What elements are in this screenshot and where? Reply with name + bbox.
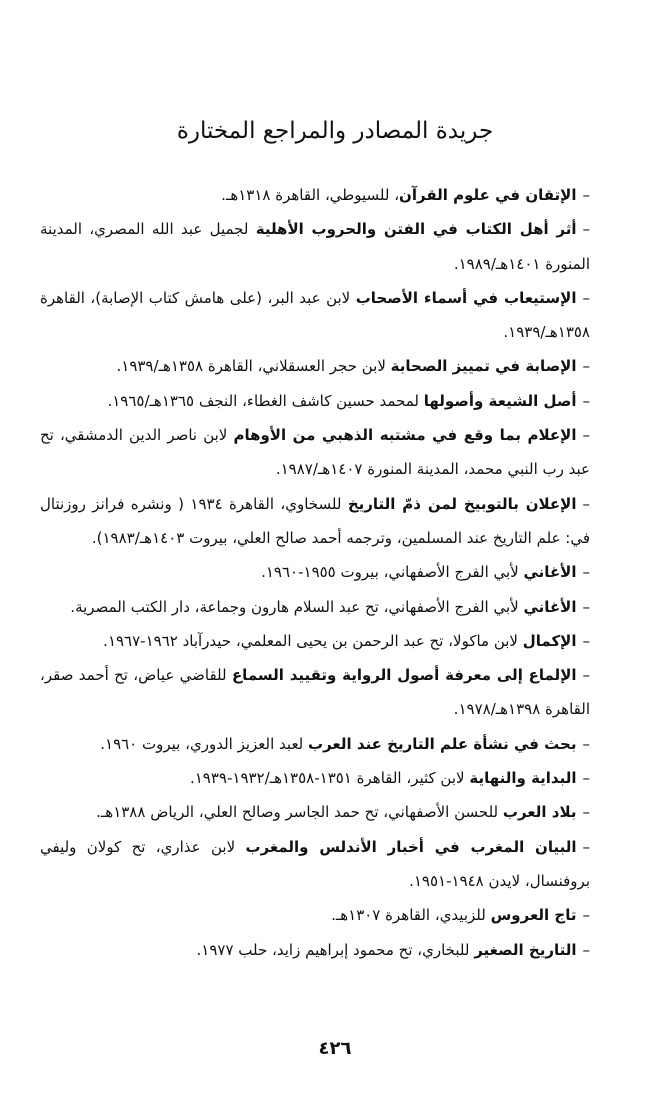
entry-title: الإعلام بما وقع في مشتبه الذهبي من الأوهام [233,426,577,445]
entry-dash: – [582,906,590,925]
bibliography-entry [40,590,590,624]
entry-title: بحث في نشأة علم التاريخ عند العرب [308,734,577,753]
entry-details: للزبيدي، القاهرة ١٣٠٧هـ. [331,906,491,925]
entry-title: الإصابة في تمييز الصحابة [390,357,577,376]
entry-title: أصل الشيعة وأصولها [423,391,577,410]
entry-dash: – [582,220,590,239]
entry-dash: – [582,563,590,582]
entry-details: لأبي الفرج الأصفهاني، بيروت ١٩٥٥-١٩٦٠. [261,563,524,582]
entry-dash: – [582,631,590,650]
bibliography-entry [40,658,590,727]
bibliography-entry [40,555,590,589]
entry-dash: – [582,734,590,753]
entry-title: التاريخ الصغير [474,940,577,959]
entry-title: البيان المغرب في أخبار الأندلس والمغرب [245,837,577,856]
entry-dash: – [582,357,590,376]
entry-dash: – [582,803,590,822]
entry-details: لابن عذاري، تح كولان وليفي بروفنسال، لايدن ١٩٤٨-١٩٥١. [40,837,590,890]
entry-title: بلاد العرب [502,803,577,822]
entry-dash: – [582,186,590,204]
entry-details: لعبد العزيز الدوري، بيروت ١٩٦٠. [100,734,309,753]
entry-dash: – [582,391,590,410]
entry-details: للحسن الأصفهاني، تح حمد الجاسر وصالح العلي، الرياض ١٣٨٨هـ. [96,803,503,822]
entry-title: البداية والنهاية [469,769,577,788]
entry-details: لأبي الفرج الأصفهاني، تح عبد السلام هارون وجماعة، دار الكتب المصرية. [70,597,524,616]
bibliography-entry [40,349,590,383]
bibliography-entry [40,212,590,281]
bibliography-entry [40,898,590,932]
entry-details: للسخاوي، القاهرة ١٩٣٤ ( ونشره فرانز روزنتال في: علم التاريخ عند المسلمين، وترجمه أحمد صالح العلي، بيروت ١٤٠٣هـ/١٩٨٣). [40,494,590,547]
entry-details: لجميل عبد الله المصري، المدينة المنورة ١٤٠١هـ/١٩٨٩. [40,220,590,273]
page-number: ٤٢٦ [318,1038,352,1059]
bibliography-entry [40,795,590,829]
entry-details: للقاضي عياض، تح أحمد صقر، القاهرة ١٣٩٨هـ/١٩٧٨. [40,666,590,719]
bibliography-entry [40,487,590,556]
entry-dash: – [582,288,590,307]
entry-dash: – [582,940,590,959]
entry-details: لابن ماكولا، تح عبد الرحمن بن يحيى المعلمي، حيدرآباد ١٩٦٢-١٩٦٧. [103,631,523,650]
bibliography-entry [40,933,590,967]
entry-details: لابن كثير، القاهرة ١٣٥١-١٣٥٨هـ/١٩٣٢-١٩٣٩. [189,769,470,788]
bibliography-entry [40,761,590,795]
entry-title: تاج العروس [490,906,577,925]
entry-title: الإتقان في علوم القرآن [399,186,577,204]
bibliography-entry [40,624,590,658]
entry-details: لمحمد حسين كاشف الغطاء، النجف ١٣٦٥هـ/١٩٦٥. [107,391,424,410]
page-title: جريدة المصادر والمراجع المختارة [176,118,494,144]
entry-dash: – [582,597,590,616]
entry-details: ، للسيوطي، القاهرة ١٣١٨هـ. [221,186,400,204]
entry-title: الإستيعاب في أسماء الأصحاب [355,288,577,307]
bibliography-entry [40,418,590,487]
entry-title: أثر أهل الكتاب في الفتن والحروب الأهلية [255,220,577,239]
entry-title: الأغاني [523,597,577,616]
entry-dash: – [582,494,590,513]
entry-dash: – [582,837,590,856]
entry-dash: – [582,666,591,685]
entry-title: الأغاني [523,563,577,582]
entry-details: للبخاري، تح محمود إبراهيم زايد، حلب ١٩٧٧. [196,940,475,959]
entry-details: لابن ناصر الدين الدمشقي، تح عبد رب النبي محمد، المدينة المنورة ١٤٠٧هـ/١٩٨٧. [40,426,590,479]
bibliography-entry [40,384,590,418]
entry-details: لابن عبد البر، (على هامش كتاب الإصابة)، القاهرة ١٣٥٨هـ/١٩٣٩. [40,288,590,342]
entry-dash: – [582,426,590,445]
bibliography-entry [40,281,590,350]
entry-title: الإلماع إلى معرفة أصول الرواية وتقييد السماع [231,666,577,685]
bibliography-entry [40,178,590,212]
entry-title: الإعلان بالتوبيخ لمن ذمّ التاريخ [347,494,577,513]
bibliography-entry [40,830,590,899]
bibliography-list [40,178,590,967]
entry-dash: – [582,769,590,788]
entry-details: لابن حجر العسقلاني، القاهرة ١٣٥٨هـ/١٩٣٩. [116,357,391,376]
bibliography-entry [40,727,590,761]
entry-title: الإكمال [522,631,577,650]
